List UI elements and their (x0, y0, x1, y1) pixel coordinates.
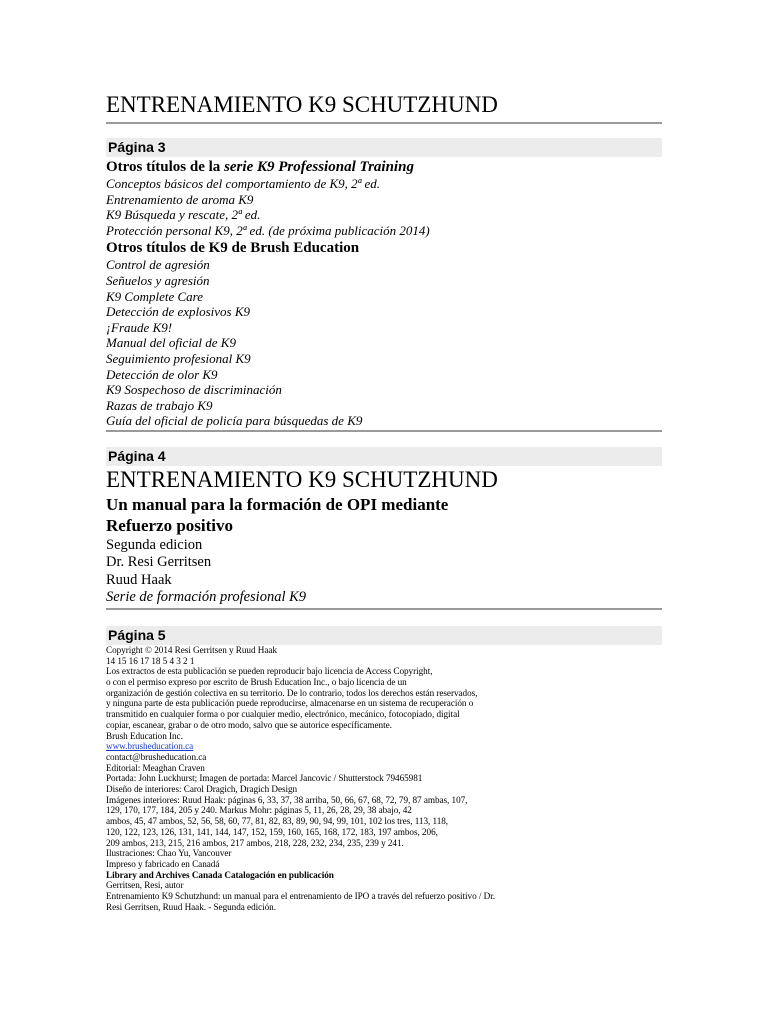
credit-line: Ilustraciones: Chao Yu, Vancouver (106, 848, 232, 859)
list-item: K9 Sospechoso de discriminación (106, 382, 282, 398)
book-subtitle-line2: Refuerzo positivo (106, 515, 234, 535)
page-5-label: Página 5 (106, 626, 662, 645)
list-item: Razas de trabajo K9 (106, 397, 213, 413)
heading-prefix: Otros títulos de la (106, 159, 225, 175)
list-item: Seguimiento profesional K9 (106, 350, 251, 366)
copyright-line: Brush Education Inc. (106, 730, 183, 741)
list-item: K9 Complete Care (106, 288, 204, 304)
list-item: Control de agresión (106, 257, 210, 273)
cip-heading: Library and Archives Canada Catalogación en publicación (106, 869, 334, 880)
credit-line: Portada: John Luckhurst; Imagen de portada: Marcel Jancovic / Shutterstock 79465981 (106, 773, 423, 784)
credit-line: Impreso y fabricado en Canadá (106, 858, 220, 869)
series-text: Serie de formación profesional K9 (106, 589, 307, 606)
credit-line: 209 ambos, 213, 215, 216 ambos, 217 ambos, 218, 228, 232, 234, 235, 239 y 241. (106, 837, 404, 848)
credit-line: 129, 170, 177, 184, 205 y 240. Markus Mohr: páginas 5, 11, 26, 28, 29, 38 abajo, 42 (106, 805, 412, 816)
other-titles-series-heading (106, 158, 662, 176)
list-item: Protección personal K9, 2ª ed. (de próxima publicación 2014) (106, 222, 430, 238)
credit-line: Editorial: Meaghan Craven (106, 762, 205, 773)
list-item: Detección de explosivos K9 (106, 304, 251, 320)
cip-line: Resi Gerritsen, Ruud Haak. - Segunda edición. (106, 901, 276, 912)
list-item: Entrenamiento de aroma K9 (106, 191, 254, 207)
brush-titles-heading: Otros títulos de K9 de Brush Education (106, 240, 360, 257)
series-name (106, 589, 662, 607)
divider (106, 430, 662, 432)
website-link[interactable]: www.brusheducation.ca (106, 741, 194, 752)
copyright-line: y ninguna parte de esta publicación puede reproducirse, almacenarse en un sistema de recuperación o (106, 698, 474, 709)
list-item: Conceptos básicos del comportamiento de K9, 2ª ed. (106, 176, 381, 191)
credit-line: 120, 122, 123, 126, 131, 141, 144, 147, 152, 159, 160, 165, 168, 172, 183, 197 ambos, 206, (106, 826, 438, 837)
copyright-line: Copyright © 2014 Resi Gerritsen y Ruud Haak (106, 644, 277, 655)
book-title: ENTRENAMIENTO K9 SCHUTZHUND (106, 466, 498, 492)
brush-title-list (106, 257, 662, 429)
list-item: ¡Fraude K9! (106, 319, 173, 335)
copyright-line: copiar, escanear, grabar o de otro modo, salvo que se autorice específicamente. (106, 719, 392, 730)
list-item: Manual del oficial de K9 (106, 335, 236, 351)
cip-line: Gerritsen, Resi, autor (106, 880, 184, 891)
copyright-line: Los extractos de esta publicación se pueden reproducir bajo licencia de Access Copyright, (106, 666, 433, 677)
cip-line: Entrenamiento K9 Schutzhund: un manual para el entrenamiento de IPO a través del refuerzo positivo / Dr. (106, 891, 495, 902)
document-title: ENTRENAMIENTO K9 SCHUTZHUND (106, 92, 498, 117)
page-3-label: Página 3 (106, 138, 662, 157)
divider (106, 122, 662, 124)
copyright-line: transmitido en cualquier forma o por cualquier medio, electrónico, mecánico, fotocopiado, digital (106, 709, 460, 720)
credit-line: Diseño de interiores: Carol Dragich, Dragich Design (106, 784, 298, 795)
credit-line: Imágenes interiores: Ruud Haak: páginas 6, 33, 37, 38 arriba, 50, 66, 67, 68, 72, 79, 87 ambas, 107, (106, 794, 468, 805)
website-line (106, 741, 662, 752)
series-name: serie K9 Professional Training (224, 159, 414, 175)
author-1: Dr. Resi Gerritsen (106, 554, 212, 571)
edition: Segunda edicion (106, 536, 203, 553)
copyright-line: o con el permiso expreso por escrito de Brush Education Inc., o bajo licencia de un (106, 677, 407, 688)
series-title-list (106, 176, 662, 238)
page-4-label: Página 4 (106, 447, 662, 466)
author-2: Ruud Haak (106, 571, 172, 588)
document (106, 90, 662, 912)
list-item: Guía del oficial de policía para búsquedas de K9 (106, 413, 363, 429)
list-item: K9 Búsqueda y rescate, 2ª ed. (106, 207, 261, 223)
copyright-block (106, 645, 662, 913)
copyright-line: organización de gestión colectiva en su territorio. De lo contrario, todos los derechos están reservados, (106, 687, 478, 698)
list-item: Detección de olor K9 (106, 366, 218, 382)
copyright-line: 14 15 16 17 18 5 4 3 2 1 (106, 655, 195, 666)
credit-line: contact@brusheducation.ca (106, 751, 207, 762)
list-item: Señuelos y agresión (106, 272, 210, 288)
credit-line: ambos, 45, 47 ambos, 52, 56, 58, 60, 77, 81, 82, 83, 89, 90, 94, 99, 101, 102 los tres, 113, 118, (106, 816, 449, 827)
book-subtitle-line1: Un manual para la formación de OPI mediante (106, 494, 449, 514)
divider (106, 608, 662, 610)
